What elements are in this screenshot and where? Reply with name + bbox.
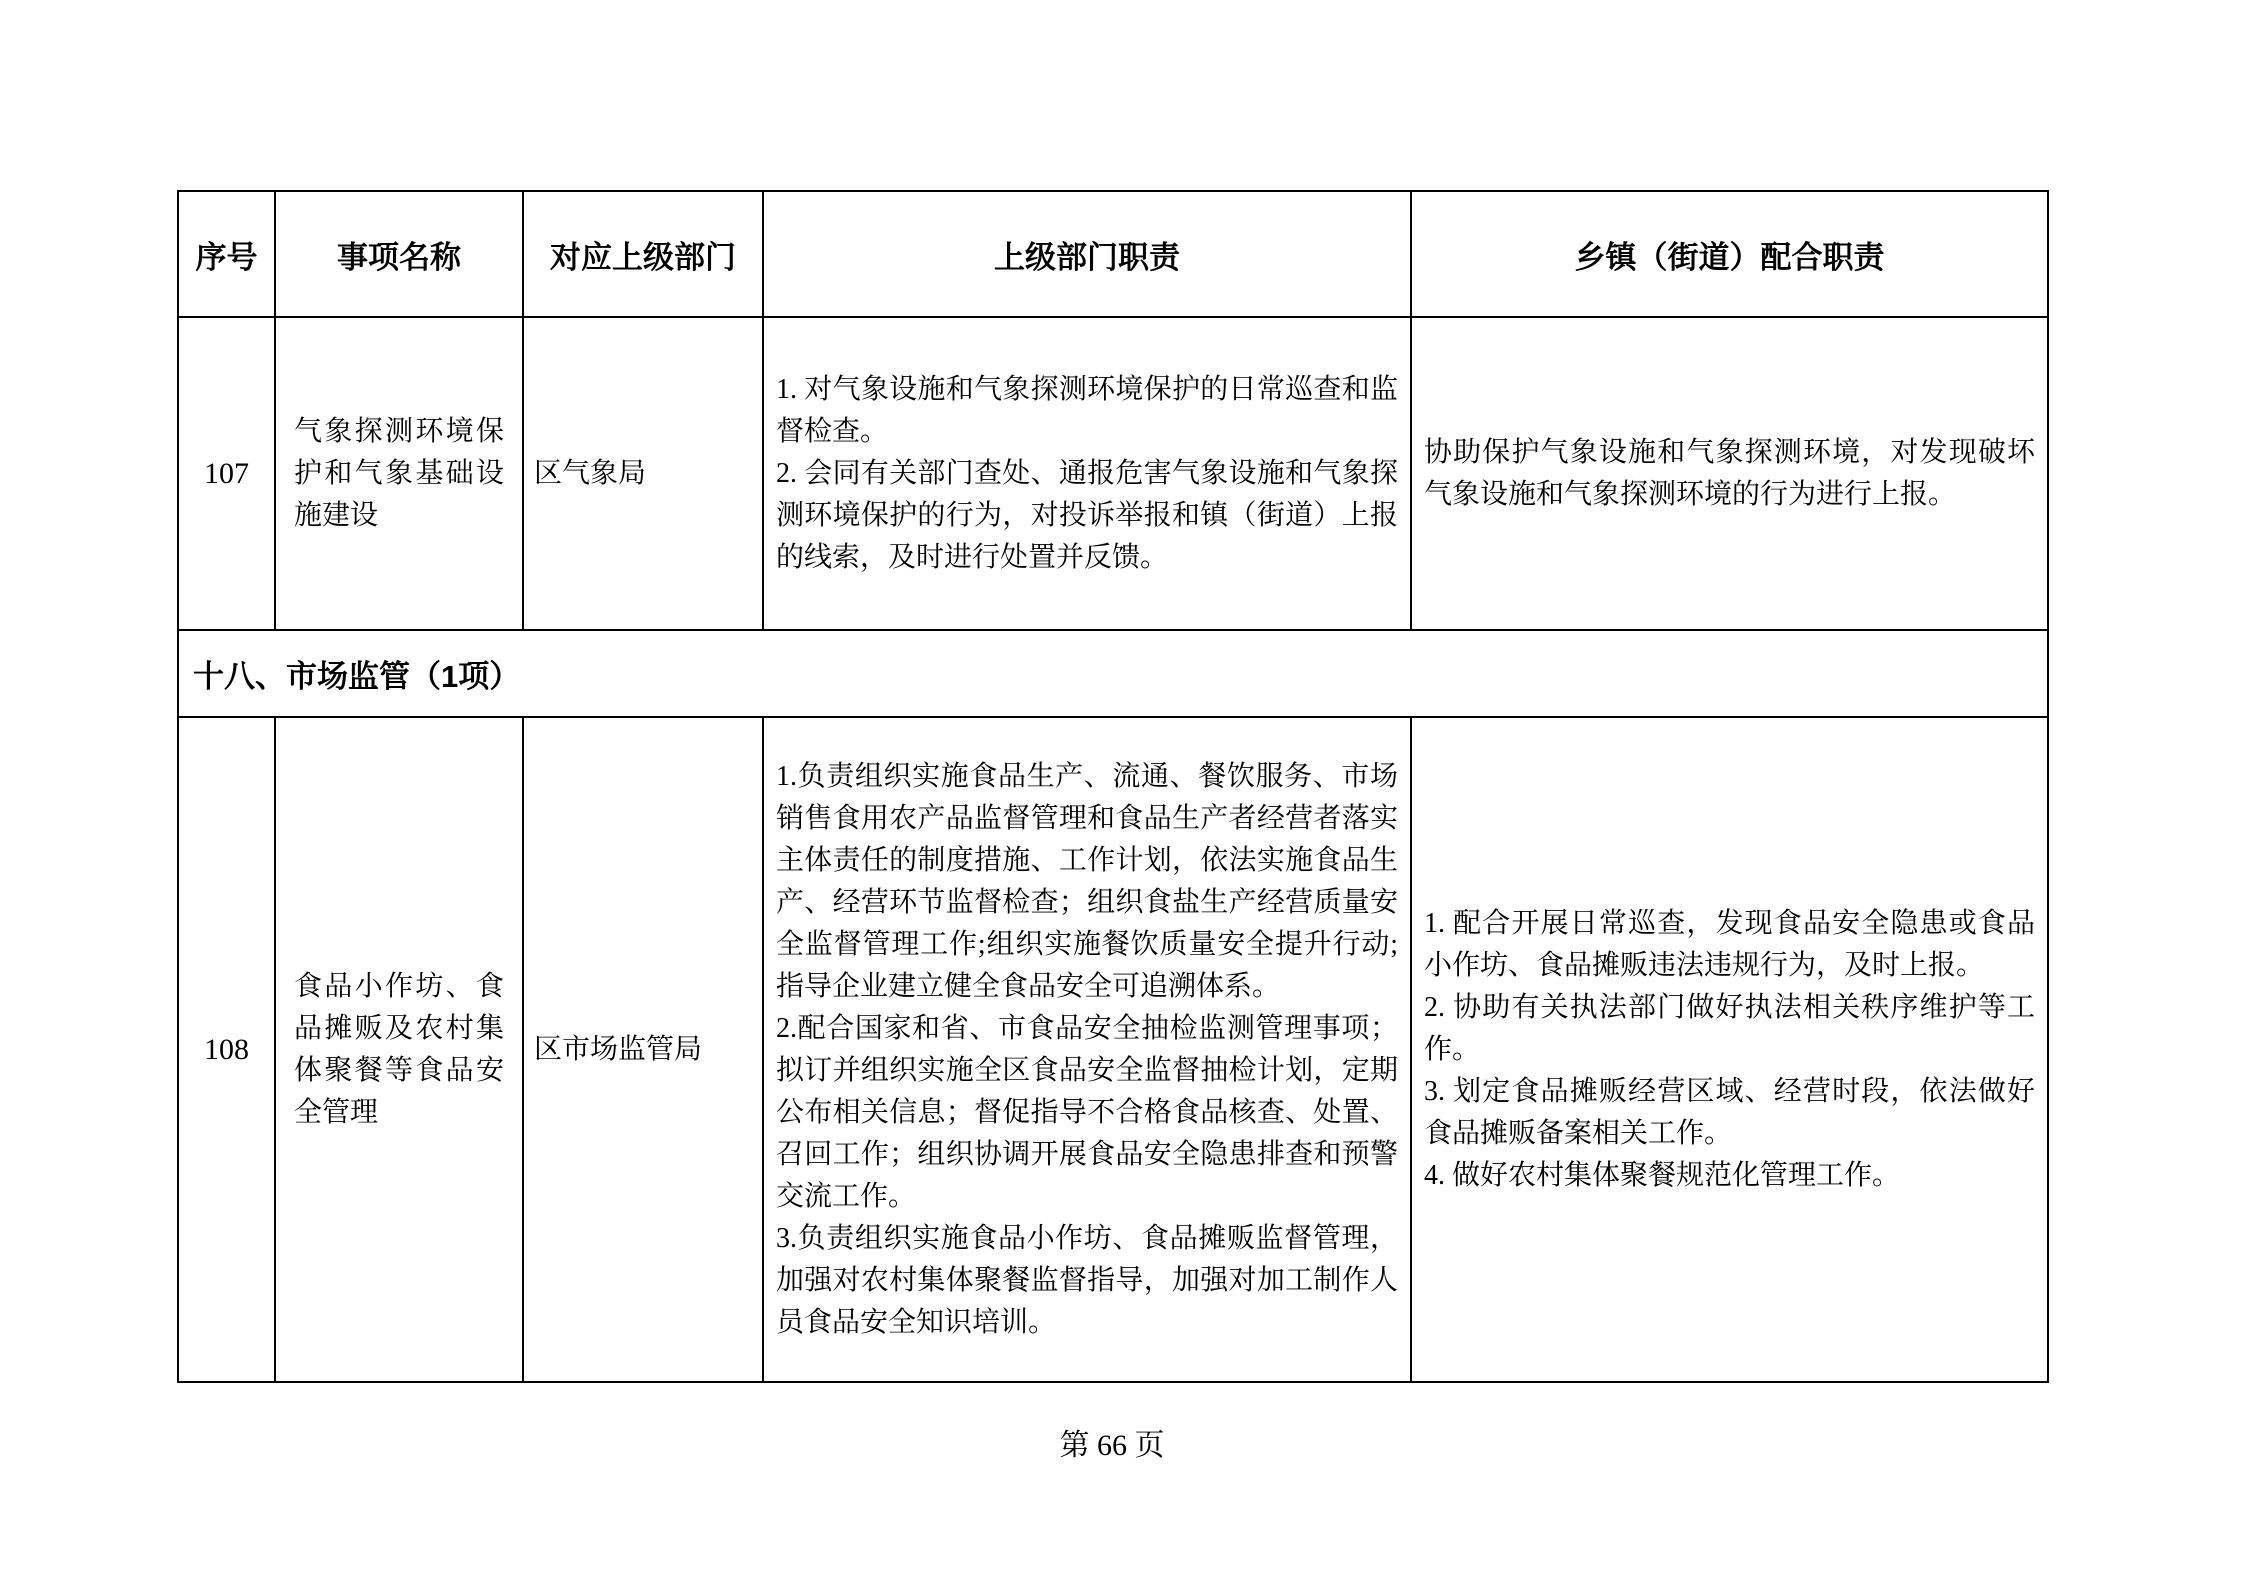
duty-paragraph: 3.负责组织实施食品小作坊、食品摊贩监督管理，加强对农村集体聚餐监督指导，加强对加工制作人员食品安全知识培训。 [776, 1222, 1398, 1338]
duty-paragraph: 协助保护气象设施和气象探测环境，对发现破坏气象设施和气象探测环境的行为进行上报。 [1424, 436, 2035, 510]
column-header-superior-duties: 上级部门职责 [763, 191, 1411, 317]
superior-duties-cell [763, 317, 1411, 630]
page-number: 第 66 页 [1059, 1429, 1165, 1462]
duty-paragraph: 4. 做好农村集体聚餐规范化管理工作。 [1424, 1159, 1901, 1191]
item-name: 气象探测环境保护和气象基础设施建设 [275, 317, 523, 630]
township-duties-cell [1411, 317, 2048, 630]
superior-department: 区气象局 [523, 317, 763, 630]
column-header-township-duties: 乡镇（街道）配合职责 [1411, 191, 2048, 317]
row-number: 107 [178, 317, 275, 630]
duty-paragraph: 1. 配合开展日常巡查，发现食品安全隐患或食品小作坊、食品摊贩违法违规行为，及时上报。 [1424, 907, 2035, 981]
table-header-row [178, 191, 2048, 317]
table-row-107 [178, 317, 2048, 630]
column-header-superior-department: 对应上级部门 [523, 191, 763, 317]
column-header-item-name: 事项名称 [275, 191, 523, 317]
column-header-index: 序号 [178, 191, 275, 317]
duty-paragraph: 1.负责组织实施食品生产、流通、餐饮服务、市场销售食用农产品监督管理和食品生产者经营者落实主体责任的制度措施、工作计划，依法实施食品生产、经营环节监督检查；组织食盐生产经营质量安全监督管理工作;组织实施餐饮质量安全提升行动;指导企业建立健全食品安全可追溯体系。 [776, 760, 1398, 1002]
duty-paragraph: 2. 协助有关执法部门做好执法相关秩序维护等工作。 [1424, 991, 2035, 1065]
duty-paragraph: 2.配合国家和省、市食品安全抽检监测管理事项；拟订并组织实施全区食品安全监督抽检计划，定期公布相关信息；督促指导不合格食品核查、处置、召回工作；组织协调开展食品安全隐患排查和预警交流工作。 [776, 1012, 1398, 1212]
table-row-108 [178, 717, 2048, 1382]
superior-duties-cell [763, 717, 1411, 1382]
item-name: 食品小作坊、食品摊贩及农村集体聚餐等食品安全管理 [275, 717, 523, 1382]
section-header-row [178, 630, 2048, 717]
duty-paragraph: 1. 对气象设施和气象探测环境保护的日常巡查和监督检查。 [776, 373, 1398, 447]
township-duties-cell [1411, 717, 2048, 1382]
row-number: 108 [178, 717, 275, 1382]
duty-paragraph: 2. 会同有关部门查处、通报危害气象设施和气象探测环境保护的行为，对投诉举报和镇（街道）上报的线索，及时进行处置并反馈。 [776, 457, 1398, 573]
section-title: 十八、市场监管（1项） [178, 630, 2048, 717]
superior-department: 区市场监管局 [523, 717, 763, 1382]
duty-paragraph: 3. 划定食品摊贩经营区域、经营时段，依法做好食品摊贩备案相关工作。 [1424, 1075, 2035, 1149]
responsibility-matrix-table [177, 190, 2049, 1383]
